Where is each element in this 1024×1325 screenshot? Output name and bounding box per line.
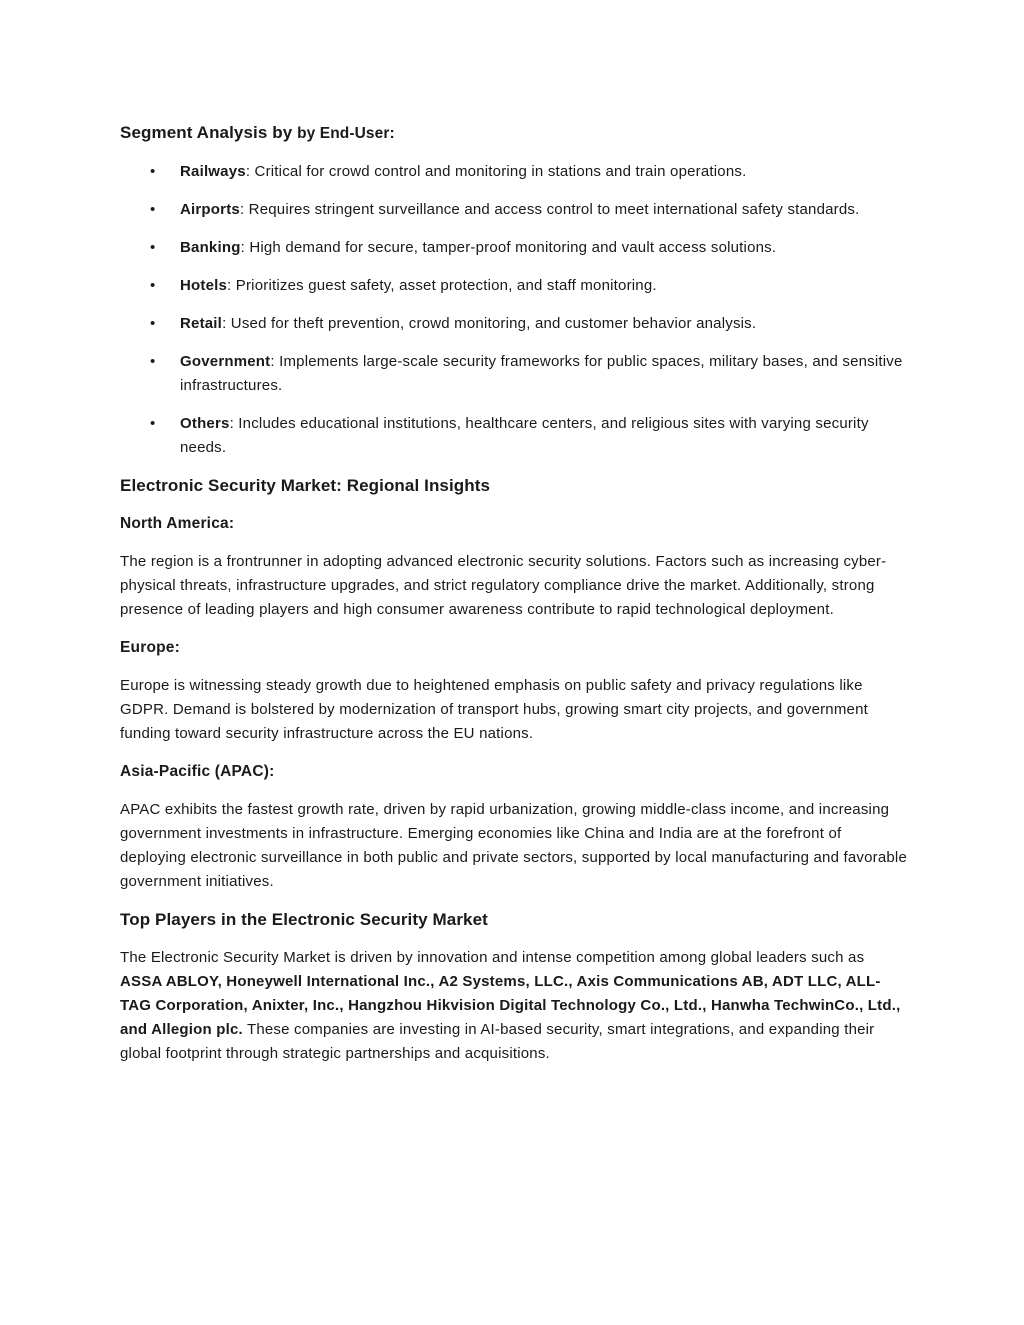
- list-desc: : Requires stringent surveillance and access control to meet international safety standards.: [239, 201, 860, 218]
- bullet-icon: •: [150, 201, 156, 218]
- list-term: Others: [180, 415, 230, 432]
- paragraph-asia-pacific: APAC exhibits the fastest growth rate, driven by rapid urbanization, growing middle-class income, and increasing government investments in infrastructure. Emerging economies like China and India are at the forefront of deploying electronic surveillance in both public and private sectors, supported by local manufacturing and favorable government initiatives.: [120, 801, 907, 890]
- heading-top-players: Top Players in the Electronic Security Market: [120, 910, 488, 929]
- document-content: [120, 121, 907, 1080]
- list-item-retail: [120, 312, 907, 336]
- heading-segment-analysis: [120, 121, 907, 146]
- bullet-icon: •: [150, 415, 156, 432]
- paragraph-europe: Europe is witnessing steady growth due to heightened emphasis on public safety and privacy regulations like GDPR. Demand is bolstered by modernization of transport hubs, growing smart city projects, and government funding toward security infrastructure across the EU nations.: [120, 677, 869, 742]
- list-term: Railways: [180, 163, 246, 180]
- paragraph-north-america: The region is a frontrunner in adopting advanced electronic security solutions. Factors such as increasing cyber-physical threats, infrastructure upgrades, and strict regulatory compliance drive the market. Additionally, strong presence of leading players and high consumer awareness contribute to rapid technological deployment.: [120, 553, 887, 618]
- top-players-text-start: The Electronic Security Market is driven by innovation and intense competition among global leaders such as: [120, 949, 865, 966]
- list-item-airports: [120, 198, 907, 222]
- bullet-icon: •: [150, 239, 156, 256]
- list-desc: : Critical for crowd control and monitoring in stations and train operations.: [245, 163, 747, 180]
- list-item-others: [120, 412, 907, 460]
- list-item-banking: [120, 236, 907, 260]
- list-desc: : Includes educational institutions, healthcare centers, and religious sites with varying security needs.: [180, 415, 869, 456]
- top-players-text-end: These companies are investing in AI-based security, smart integrations, and expanding their global footprint through strategic partnerships and acquisitions.: [120, 1021, 875, 1062]
- list-desc: : Prioritizes guest safety, asset protection, and staff monitoring.: [227, 277, 657, 294]
- list-item-government: [120, 350, 907, 398]
- subheading-europe: Europe:: [120, 639, 180, 656]
- list-desc: : High demand for secure, tamper-proof monitoring and vault access solutions.: [240, 239, 777, 256]
- list-term: Hotels: [180, 277, 228, 294]
- bullet-icon: •: [150, 163, 156, 180]
- end-user-list: [120, 160, 907, 460]
- bullet-icon: •: [150, 277, 156, 294]
- list-term: Retail: [180, 315, 223, 332]
- subheading-north-america: North America:: [120, 515, 235, 532]
- list-item-railways: [120, 160, 907, 184]
- bullet-icon: •: [150, 353, 156, 370]
- top-players-company-names: ASSA ABLOY, Honeywell International Inc., A2 Systems, LLC., Axis Communications AB, ADT LLC, ALL-TAG Corporation, Anixter, Inc., Hangzhou Hikvision Digital Technology Co., Ltd., Hanwha TechwinCo., Ltd., and Allegion plc.: [120, 973, 901, 1038]
- list-term: Government: [180, 353, 271, 370]
- heading-segment-analysis-main: Segment Analysis by: [120, 123, 298, 142]
- list-desc: : Implements large-scale security frameworks for public spaces, military bases, and sensitive infrastructures.: [180, 353, 903, 394]
- heading-regional-insights: Electronic Security Market: Regional Insights: [120, 476, 491, 495]
- list-item-hotels: [120, 274, 907, 298]
- list-term: Airports: [180, 201, 240, 218]
- subheading-asia-pacific: Asia-Pacific (APAC):: [120, 763, 275, 780]
- heading-segment-analysis-suffix: by End-User:: [297, 125, 395, 142]
- list-desc: : Used for theft prevention, crowd monitoring, and customer behavior analysis.: [222, 315, 757, 332]
- paragraph-top-players: [120, 946, 907, 1066]
- list-term: Banking: [180, 239, 241, 256]
- bullet-icon: •: [150, 315, 156, 332]
